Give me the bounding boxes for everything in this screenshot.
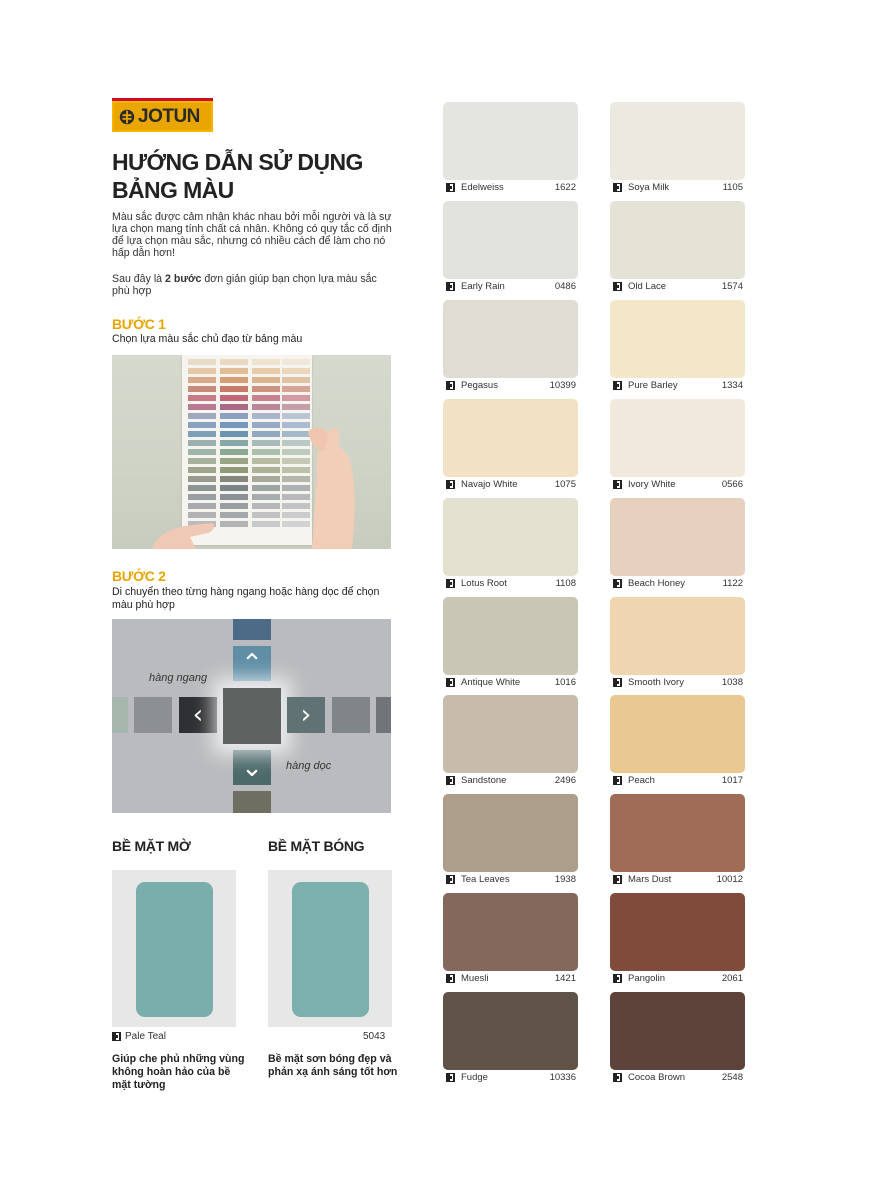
swatch-code: 1574: [721, 280, 743, 292]
step-1-heading: BƯỚC 1: [112, 316, 166, 332]
qr-code-icon: [613, 974, 622, 983]
qr-code-icon: [446, 776, 455, 785]
color-swatch: [443, 399, 578, 477]
swatch-code: 0486: [554, 280, 576, 292]
matte-description: Giúp che phủ những vùng không hoàn hảo của bề mặt tường: [112, 1053, 245, 1091]
jotun-logo: [112, 101, 213, 132]
swatch-name: Mars Dust: [628, 873, 672, 885]
swatch-label: [446, 676, 576, 688]
swatch-code: 2061: [721, 972, 743, 984]
color-swatch: [443, 695, 578, 773]
hands-illustration: [112, 355, 391, 549]
horizontal-label: hàng ngang: [149, 672, 208, 684]
swatch-name: Pegasus: [461, 379, 498, 391]
swatch-code: 1938: [554, 873, 576, 885]
swatch-code: 1108: [555, 577, 576, 589]
color-swatch: [443, 794, 578, 872]
swatch-name: Old Lace: [628, 280, 667, 292]
page-title: HƯỚNG DẪN SỬ DỤNG BẢNG MÀU: [112, 149, 363, 203]
color-swatch: [443, 498, 578, 576]
swatch-label: [613, 280, 743, 292]
qr-code-icon: [446, 282, 455, 291]
selected-swatch: [223, 688, 281, 744]
swatch-right: [332, 697, 370, 733]
swatch-name: Sandstone: [461, 774, 507, 786]
gloss-description: Bề mặt sơn bóng đẹp và phản xạ ánh sáng tốt hơn: [268, 1053, 398, 1078]
swatch-code: 1016: [554, 676, 576, 688]
matte-color-name: Pale Teal: [125, 1031, 166, 1042]
swatch-label: [613, 379, 743, 391]
qr-code-icon: [613, 579, 622, 588]
swatch-label: [613, 774, 743, 786]
swatch-code: 2548: [721, 1071, 743, 1083]
swatch-code: 0566: [721, 478, 743, 490]
swatch-label: [613, 676, 743, 688]
swatch-label: [446, 972, 576, 984]
color-swatch: [610, 597, 745, 675]
step-1-text: Chọn lựa màu sắc chủ đạo từ bảng màu: [112, 333, 303, 345]
brand-name: JOTUN: [138, 105, 200, 127]
qr-code-icon: [446, 1073, 455, 1082]
color-swatch: [610, 399, 745, 477]
matte-swatch: [136, 882, 213, 1017]
swatch-name: Muesli: [461, 972, 489, 984]
swatch-label: [446, 478, 576, 490]
qr-code-icon: [446, 579, 455, 588]
swatch-name: Soya Milk: [628, 181, 670, 193]
qr-code-icon: [613, 1073, 622, 1082]
fan-deck-photo: [112, 355, 391, 549]
swatch-code: 10012: [716, 873, 743, 885]
swatch-far-left: [112, 697, 128, 733]
gloss-color-code: 5043: [363, 1031, 386, 1042]
matte-heading: BỀ MẶT MỜ: [112, 838, 191, 854]
navigation-diagram: [112, 619, 391, 813]
color-swatch: [610, 300, 745, 378]
swatch-label: [613, 873, 743, 885]
gloss-heading: BỀ MẶT BÓNG: [268, 838, 365, 854]
qr-code-icon: [613, 875, 622, 884]
matte-color-label: [112, 1031, 166, 1042]
swatch-label: [446, 577, 576, 589]
qr-code-icon: [613, 480, 622, 489]
swatch-code: 1105: [722, 181, 743, 193]
swatch-far-right: [376, 697, 391, 733]
color-swatch: [443, 992, 578, 1070]
swatch-label: [613, 972, 743, 984]
swatch-code: 1421: [554, 972, 576, 984]
qr-code-icon: [446, 678, 455, 687]
color-swatch: [443, 597, 578, 675]
color-swatch: [443, 300, 578, 378]
swatch-name: Antique White: [461, 676, 521, 688]
swatch-code: 2496: [554, 774, 576, 786]
swatch-name: Fudge: [461, 1071, 488, 1083]
color-swatch: [610, 498, 745, 576]
qr-code-icon: [446, 183, 455, 192]
swatch-name: Edelweiss: [461, 181, 504, 193]
qr-code-icon: [613, 678, 622, 687]
color-swatch: [610, 695, 745, 773]
qr-code-icon: [446, 875, 455, 884]
swatch-label: [446, 379, 576, 391]
step-2-text: Di chuyển theo từng hàng ngang hoặc hàng dọc để chọn màu phù hợp: [112, 586, 380, 611]
color-swatch: [610, 794, 745, 872]
qr-code-icon: [446, 480, 455, 489]
swatch-label: [613, 478, 743, 490]
swatch-name: Ivory White: [628, 478, 676, 490]
jotun-emblem-icon: [118, 108, 136, 126]
vertical-label: hàng dọc: [286, 760, 332, 772]
color-swatch: [443, 102, 578, 180]
step-2-heading: BƯỚC 2: [112, 568, 166, 584]
swatch-label: [446, 1071, 576, 1083]
swatch-name: Beach Honey: [628, 577, 686, 589]
color-swatch: [610, 201, 745, 279]
qr-code-icon: [446, 974, 455, 983]
gloss-swatch: [292, 882, 369, 1017]
swatch-name: Pure Barley: [628, 379, 678, 391]
intro-bold: 2 bước: [165, 273, 202, 285]
qr-code-icon: [613, 282, 622, 291]
swatch-label: [446, 873, 576, 885]
color-swatch: [610, 992, 745, 1070]
intro-paragraph: Màu sắc được cảm nhận khác nhau bởi mỗi người và là sự lựa chọn mang tính chất cá nhân. Không có quy tắc cố định để lựa chọn màu sắc, nhưng có nhiều cách để làm cho nó hấp dẫn hơn!: [112, 211, 392, 259]
gloss-sample: [268, 870, 392, 1027]
color-swatch: [610, 102, 745, 180]
swatch-code: 10336: [549, 1071, 576, 1083]
swatch-left: [134, 697, 172, 733]
qr-code-icon: [112, 1032, 121, 1041]
swatch-name: Peach: [628, 774, 655, 786]
swatch-name: Smooth Ivory: [628, 676, 684, 688]
intro-steps-paragraph: Sau đây là 2 bước đơn giản giúp bạn chọn lựa màu sắc phù hợp: [112, 273, 377, 297]
chevron-down-icon: ⌄: [233, 750, 271, 785]
qr-code-icon: [613, 381, 622, 390]
color-swatch: [610, 893, 745, 971]
swatch-code: 1075: [554, 478, 576, 490]
swatch-label: [446, 280, 576, 292]
swatch-code: 1038: [721, 676, 743, 688]
swatch-code: 10399: [549, 379, 576, 391]
swatch-code: 1334: [721, 379, 743, 391]
swatch-name: Navajo White: [461, 478, 518, 490]
chevron-right-icon: ›: [287, 697, 325, 733]
qr-code-icon: [613, 183, 622, 192]
swatch-code: 1622: [554, 181, 576, 193]
swatch-code: 1017: [721, 774, 743, 786]
swatch-name: Lotus Root: [461, 577, 507, 589]
chevron-left-icon: ‹: [179, 697, 217, 733]
color-swatch: [443, 893, 578, 971]
swatch-name: Tea Leaves: [461, 873, 510, 885]
swatch-name: Pangolin: [628, 972, 665, 984]
qr-code-icon: [446, 381, 455, 390]
swatch-name: Cocoa Brown: [628, 1071, 686, 1083]
chevron-up-icon: ⌃: [233, 646, 271, 681]
swatch-above: [233, 619, 271, 640]
color-swatch: [443, 201, 578, 279]
swatch-label: [446, 181, 576, 193]
swatch-label: [613, 1071, 743, 1083]
matte-sample: [112, 870, 236, 1027]
swatch-label: [613, 181, 743, 193]
swatch-label: [446, 774, 576, 786]
swatch-name: Early Rain: [461, 280, 505, 292]
swatch-below: [233, 791, 271, 813]
qr-code-icon: [613, 776, 622, 785]
swatch-label: [613, 577, 743, 589]
swatch-code: 1122: [722, 577, 743, 589]
